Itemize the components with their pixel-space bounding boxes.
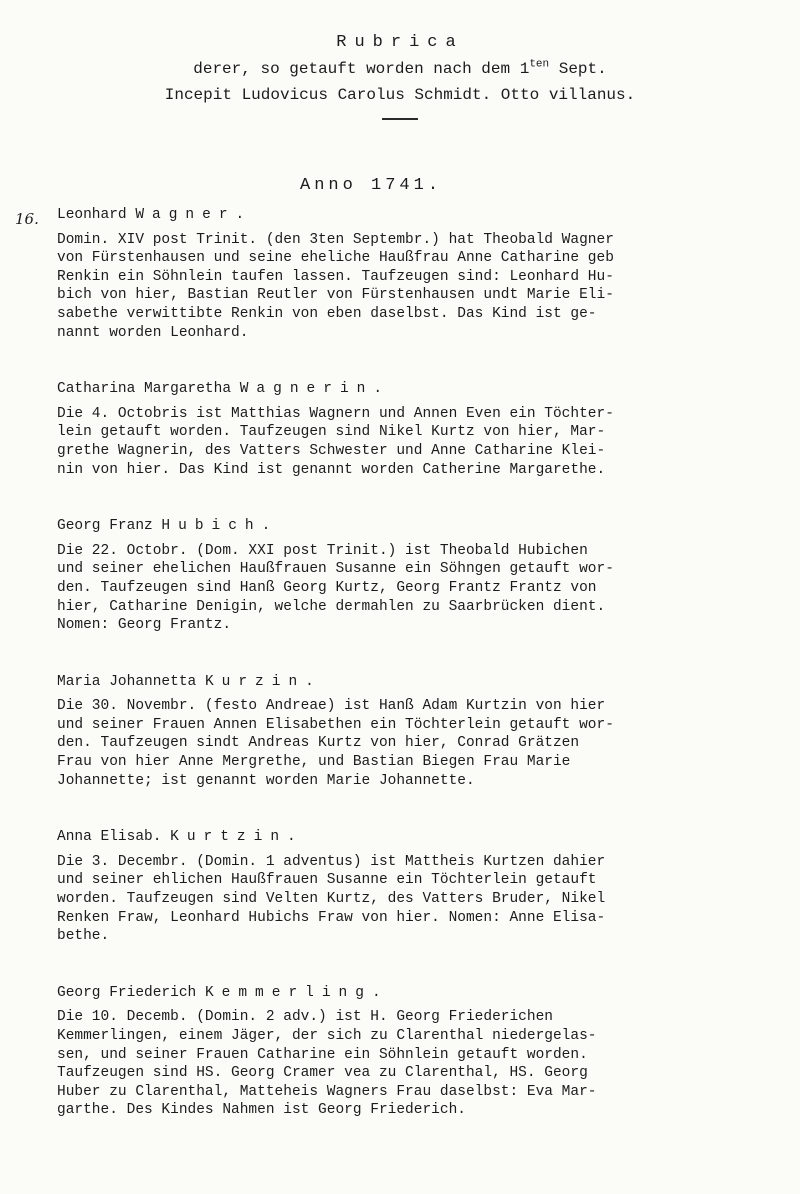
entry-text-line: den. Taufzeugen sindt Andreas Kurtz von hier, Conrad Grätzen bbox=[57, 735, 580, 752]
entry-text-line: Die 30. Novembr. (festo Andreae) ist Hanß Adam Kurtzin von hier bbox=[57, 698, 606, 715]
document-header bbox=[0, 30, 800, 120]
incipit-line: Incepit Ludovicus Carolus Schmidt. Otto villanus. bbox=[164, 86, 636, 104]
entry-text-line: sen, und seiner Frauen Catharine ein Söhnlein getauft worden. bbox=[57, 1046, 588, 1063]
entry-text-line: lein getauft worden. Taufzeugen sind Nikel Kurtz von hier, Mar- bbox=[57, 424, 606, 441]
entry-given-name: Leonhard bbox=[57, 207, 127, 223]
entry-surname: Hubich. bbox=[161, 518, 279, 535]
header-divider bbox=[382, 118, 418, 120]
entry-text-line: grethe Wagnerin, des Vatters Schwester und Anne Catharine Klei- bbox=[57, 442, 606, 459]
entry-surname: Kurtzin. bbox=[170, 829, 304, 846]
entry-text-line: Frau von hier Anne Mergrethe, und Bastian Biegen Frau Marie bbox=[57, 754, 571, 771]
entry-text-line: Renken Fraw, Leonhard Hubichs Fraw von hier. Nomen: Anne Elisa- bbox=[57, 909, 606, 926]
entry-text-line: Johannette; ist genannt worden Marie Johannette. bbox=[57, 772, 475, 789]
baptism-entries bbox=[57, 206, 782, 1120]
entry-name bbox=[57, 380, 782, 399]
entry-text-line: Taufzeugen sind HS. Georg Cramer vea zu Clarenthal, HS. Georg bbox=[57, 1065, 588, 1082]
entry-given-name: Georg Friederich bbox=[57, 984, 197, 1001]
baptism-entry bbox=[57, 206, 782, 342]
entry-surname: Kurzin. bbox=[204, 673, 322, 690]
entry-text-line: nin von hier. Das Kind ist genannt worden Catherine Margarethe. bbox=[57, 461, 606, 478]
entry-given-name: Georg Franz bbox=[57, 518, 153, 535]
entry-given-name: Anna Elisab. bbox=[57, 829, 162, 846]
entry-surname: Wagnerin. bbox=[239, 381, 391, 398]
baptism-entry bbox=[57, 380, 782, 479]
marginal-note: 16. bbox=[15, 210, 39, 228]
entry-text-line: und seiner ehlichen Haußfrauen Susanne ein Töchterlein getauft bbox=[57, 872, 597, 889]
entry-text-line: bich von hier, Bastian Reutler von Fürstenhausen undt Marie Eli- bbox=[57, 287, 614, 304]
entry-surname: Kemmerling. bbox=[204, 984, 389, 1001]
entry-text-line: Domin. XIV post Trinit. (den 3ten Septembr.) hat Theobald Wagner bbox=[57, 231, 614, 248]
entry-text-line: nannt worden Leonhard. bbox=[57, 324, 249, 341]
entry-text-line: Huber zu Clarenthal, Matteheis Wagners Frau daselbst: Eva Mar- bbox=[57, 1083, 597, 1100]
document-title: Rubrica bbox=[336, 33, 464, 52]
entry-name bbox=[57, 517, 782, 536]
entry-name bbox=[57, 673, 782, 692]
entry-text-line: Die 3. Decembr. (Domin. 1 adventus) ist Mattheis Kurtzen dahier bbox=[57, 853, 606, 870]
entry-text-line: den. Taufzeugen sind Hanß Georg Kurtz, Georg Frantz Frantz von bbox=[57, 579, 597, 596]
entry-given-name: Maria Johannetta bbox=[57, 673, 197, 690]
entry-name bbox=[57, 206, 782, 225]
entry-text-line: Nomen: Georg Frantz. bbox=[57, 617, 232, 634]
entry-text-line: und seiner ehelichen Haußfrauen Susanne ein Söhngen getauft wor- bbox=[57, 561, 614, 578]
entry-text-line: Die 4. Octobris ist Matthias Wagnern und Annen Even ein Töchter- bbox=[57, 405, 614, 422]
entry-text-line: garthe. Des Kindes Nahmen ist Georg Friederich. bbox=[57, 1102, 466, 1119]
entry-text-line: Die 22. Octobr. (Dom. XXI post Trinit.) ist Theobald Hubichen bbox=[57, 542, 588, 559]
baptism-entry bbox=[57, 673, 782, 791]
entry-text-line: Renkin ein Söhnlein taufen lassen. Taufzeugen sind: Leonhard Hu- bbox=[57, 268, 614, 285]
subtitle-text: derer, so getauft worden nach dem 1 bbox=[193, 60, 530, 78]
baptism-entry bbox=[57, 828, 782, 946]
entry-text-line: Kemmerlingen, einem Jäger, der sich zu Clarenthal niedergelas- bbox=[57, 1028, 597, 1044]
entry-name bbox=[57, 984, 782, 1003]
year-heading: Anno 1741. bbox=[300, 176, 443, 195]
baptism-entry bbox=[57, 517, 782, 635]
entry-surname: Wagner. bbox=[135, 207, 253, 223]
entry-text-line: bethe. bbox=[57, 928, 110, 945]
document-subtitle bbox=[0, 56, 800, 82]
subtitle-text-end: Sept. bbox=[549, 60, 607, 78]
entry-text-line: hier, Catharine Denigin, welche dermahlen zu Saarbrücken dient. bbox=[57, 598, 606, 615]
entry-text-line: Die 10. Decemb. (Domin. 2 adv.) ist H. Georg Friederichen bbox=[57, 1009, 553, 1026]
entry-text-line: von Fürstenhausen und seine eheliche Haußfrau Anne Catharine geb bbox=[57, 250, 614, 267]
entry-text-line: und seiner Frauen Annen Elisabethen ein Töchterlein getauft wor- bbox=[57, 716, 614, 733]
entry-text-line: sabethe verwittibte Renkin von eben daselbst. Das Kind ist ge- bbox=[57, 305, 597, 322]
baptism-entry bbox=[57, 984, 782, 1120]
entry-name bbox=[57, 828, 782, 847]
entry-given-name: Catharina Margaretha bbox=[57, 381, 232, 398]
subtitle-superscript: ten bbox=[529, 58, 550, 71]
entry-text-line: worden. Taufzeugen sind Velten Kurtz, des Vatters Bruder, Nikel bbox=[57, 891, 606, 908]
